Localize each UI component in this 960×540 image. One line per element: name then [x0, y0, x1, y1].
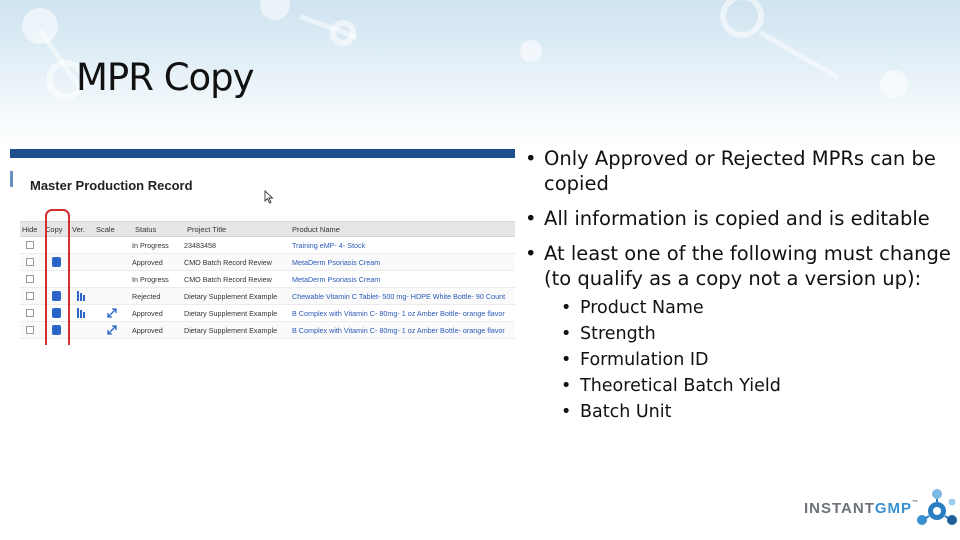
status-cell: In Progress	[132, 275, 169, 284]
column-header-status[interactable]: Status	[135, 225, 157, 234]
product-name-link[interactable]: B Complex with Vitamin C- 80mg- 1 oz Amber Bottle- orange flavor	[292, 326, 505, 335]
decorative-circle	[520, 40, 542, 62]
app-side-accent	[10, 171, 13, 187]
column-header-hide[interactable]: Hide	[22, 225, 38, 234]
bullet-item: • All information is copied and is editable	[522, 206, 952, 231]
decorative-circle	[22, 8, 58, 44]
table-row[interactable]	[20, 322, 515, 339]
project-title-cell: Dietary Supplement Example	[184, 326, 278, 335]
table-row[interactable]	[20, 271, 515, 288]
scale-icon[interactable]	[107, 325, 117, 335]
slide-title: MPR Copy	[76, 56, 254, 99]
logo-text-instant: INSTANT	[804, 500, 875, 517]
hide-checkbox[interactable]	[26, 241, 34, 249]
version-icon[interactable]	[77, 291, 87, 301]
instantgmp-molecule-icon	[916, 488, 958, 534]
header-band	[0, 0, 960, 150]
decorative-ring	[720, 0, 764, 38]
column-header-product-name[interactable]: Product Name	[292, 225, 340, 234]
bullet-list	[522, 146, 952, 425]
column-header-version[interactable]: Ver.	[72, 225, 85, 234]
grid-header	[20, 221, 515, 237]
status-cell: Approved	[132, 309, 163, 318]
instantgmp-logo	[804, 488, 954, 534]
status-cell: Approved	[132, 326, 163, 335]
mpr-list-screenshot	[10, 149, 515, 345]
logo-trademark: ™	[912, 500, 920, 506]
column-header-scale[interactable]: Scale	[96, 225, 115, 234]
logo-wordmark	[804, 500, 919, 517]
product-name-link[interactable]: MetaDerm Psoriasis Cream	[292, 258, 381, 267]
project-title-cell: Dietary Supplement Example	[184, 292, 278, 301]
column-header-project-title[interactable]: Project Title	[187, 225, 227, 234]
logo-text-gmp: GMP	[874, 500, 913, 517]
column-header-copy[interactable]: Copy	[45, 225, 63, 234]
table-row[interactable]	[20, 237, 515, 254]
decorative-circle	[260, 0, 290, 20]
sub-bullet-list	[558, 295, 952, 425]
status-cell: Approved	[132, 258, 163, 267]
sub-bullet-item: • Strength	[558, 321, 952, 347]
product-name-link[interactable]: Training eMP- 4- Stock	[292, 241, 366, 250]
scale-icon[interactable]	[107, 308, 117, 318]
app-top-bar	[10, 149, 515, 158]
sub-bullet-item: • Theoretical Batch Yield	[558, 373, 952, 399]
copy-column-highlight	[45, 209, 70, 345]
decorative-circle	[880, 70, 908, 98]
sub-bullet-item: • Batch Unit	[558, 399, 952, 425]
table-row[interactable]	[20, 254, 515, 271]
bullet-item: • Only Approved or Rejected MPRs can be copied	[522, 146, 952, 196]
mouse-cursor-icon	[264, 190, 274, 204]
product-name-link[interactable]: MetaDerm Psoriasis Cream	[292, 275, 381, 284]
status-cell: Rejected	[132, 292, 161, 301]
decorative-line	[759, 30, 839, 79]
hide-checkbox[interactable]	[26, 326, 34, 334]
table-row[interactable]	[20, 288, 515, 305]
version-icon[interactable]	[77, 308, 87, 318]
project-title-cell: Dietary Supplement Example	[184, 309, 278, 318]
project-title-cell: 23483458	[184, 241, 216, 250]
hide-checkbox[interactable]	[26, 275, 34, 283]
hide-checkbox[interactable]	[26, 309, 34, 317]
status-cell: In Progress	[132, 241, 169, 250]
product-name-link[interactable]: Chewable Vitamin C Tablet- 500 mg- HDPE White Bottle- 90 Count	[292, 292, 506, 301]
hide-checkbox[interactable]	[26, 292, 34, 300]
sub-bullet-item: • Formulation ID	[558, 347, 952, 373]
sub-bullet-item: • Product Name	[558, 295, 952, 321]
hide-checkbox[interactable]	[26, 258, 34, 266]
product-name-link[interactable]: B Complex with Vitamin C- 80mg- 1 oz Amber Bottle- orange flavor	[292, 309, 505, 318]
panel-title: Master Production Record	[30, 178, 193, 193]
bullet-item: • At least one of the following must change (to qualify as a copy not a version up):	[522, 241, 952, 291]
table-row[interactable]	[20, 305, 515, 322]
project-title-cell: CMO Batch Record Review	[184, 275, 272, 284]
project-title-cell: CMO Batch Record Review	[184, 258, 272, 267]
